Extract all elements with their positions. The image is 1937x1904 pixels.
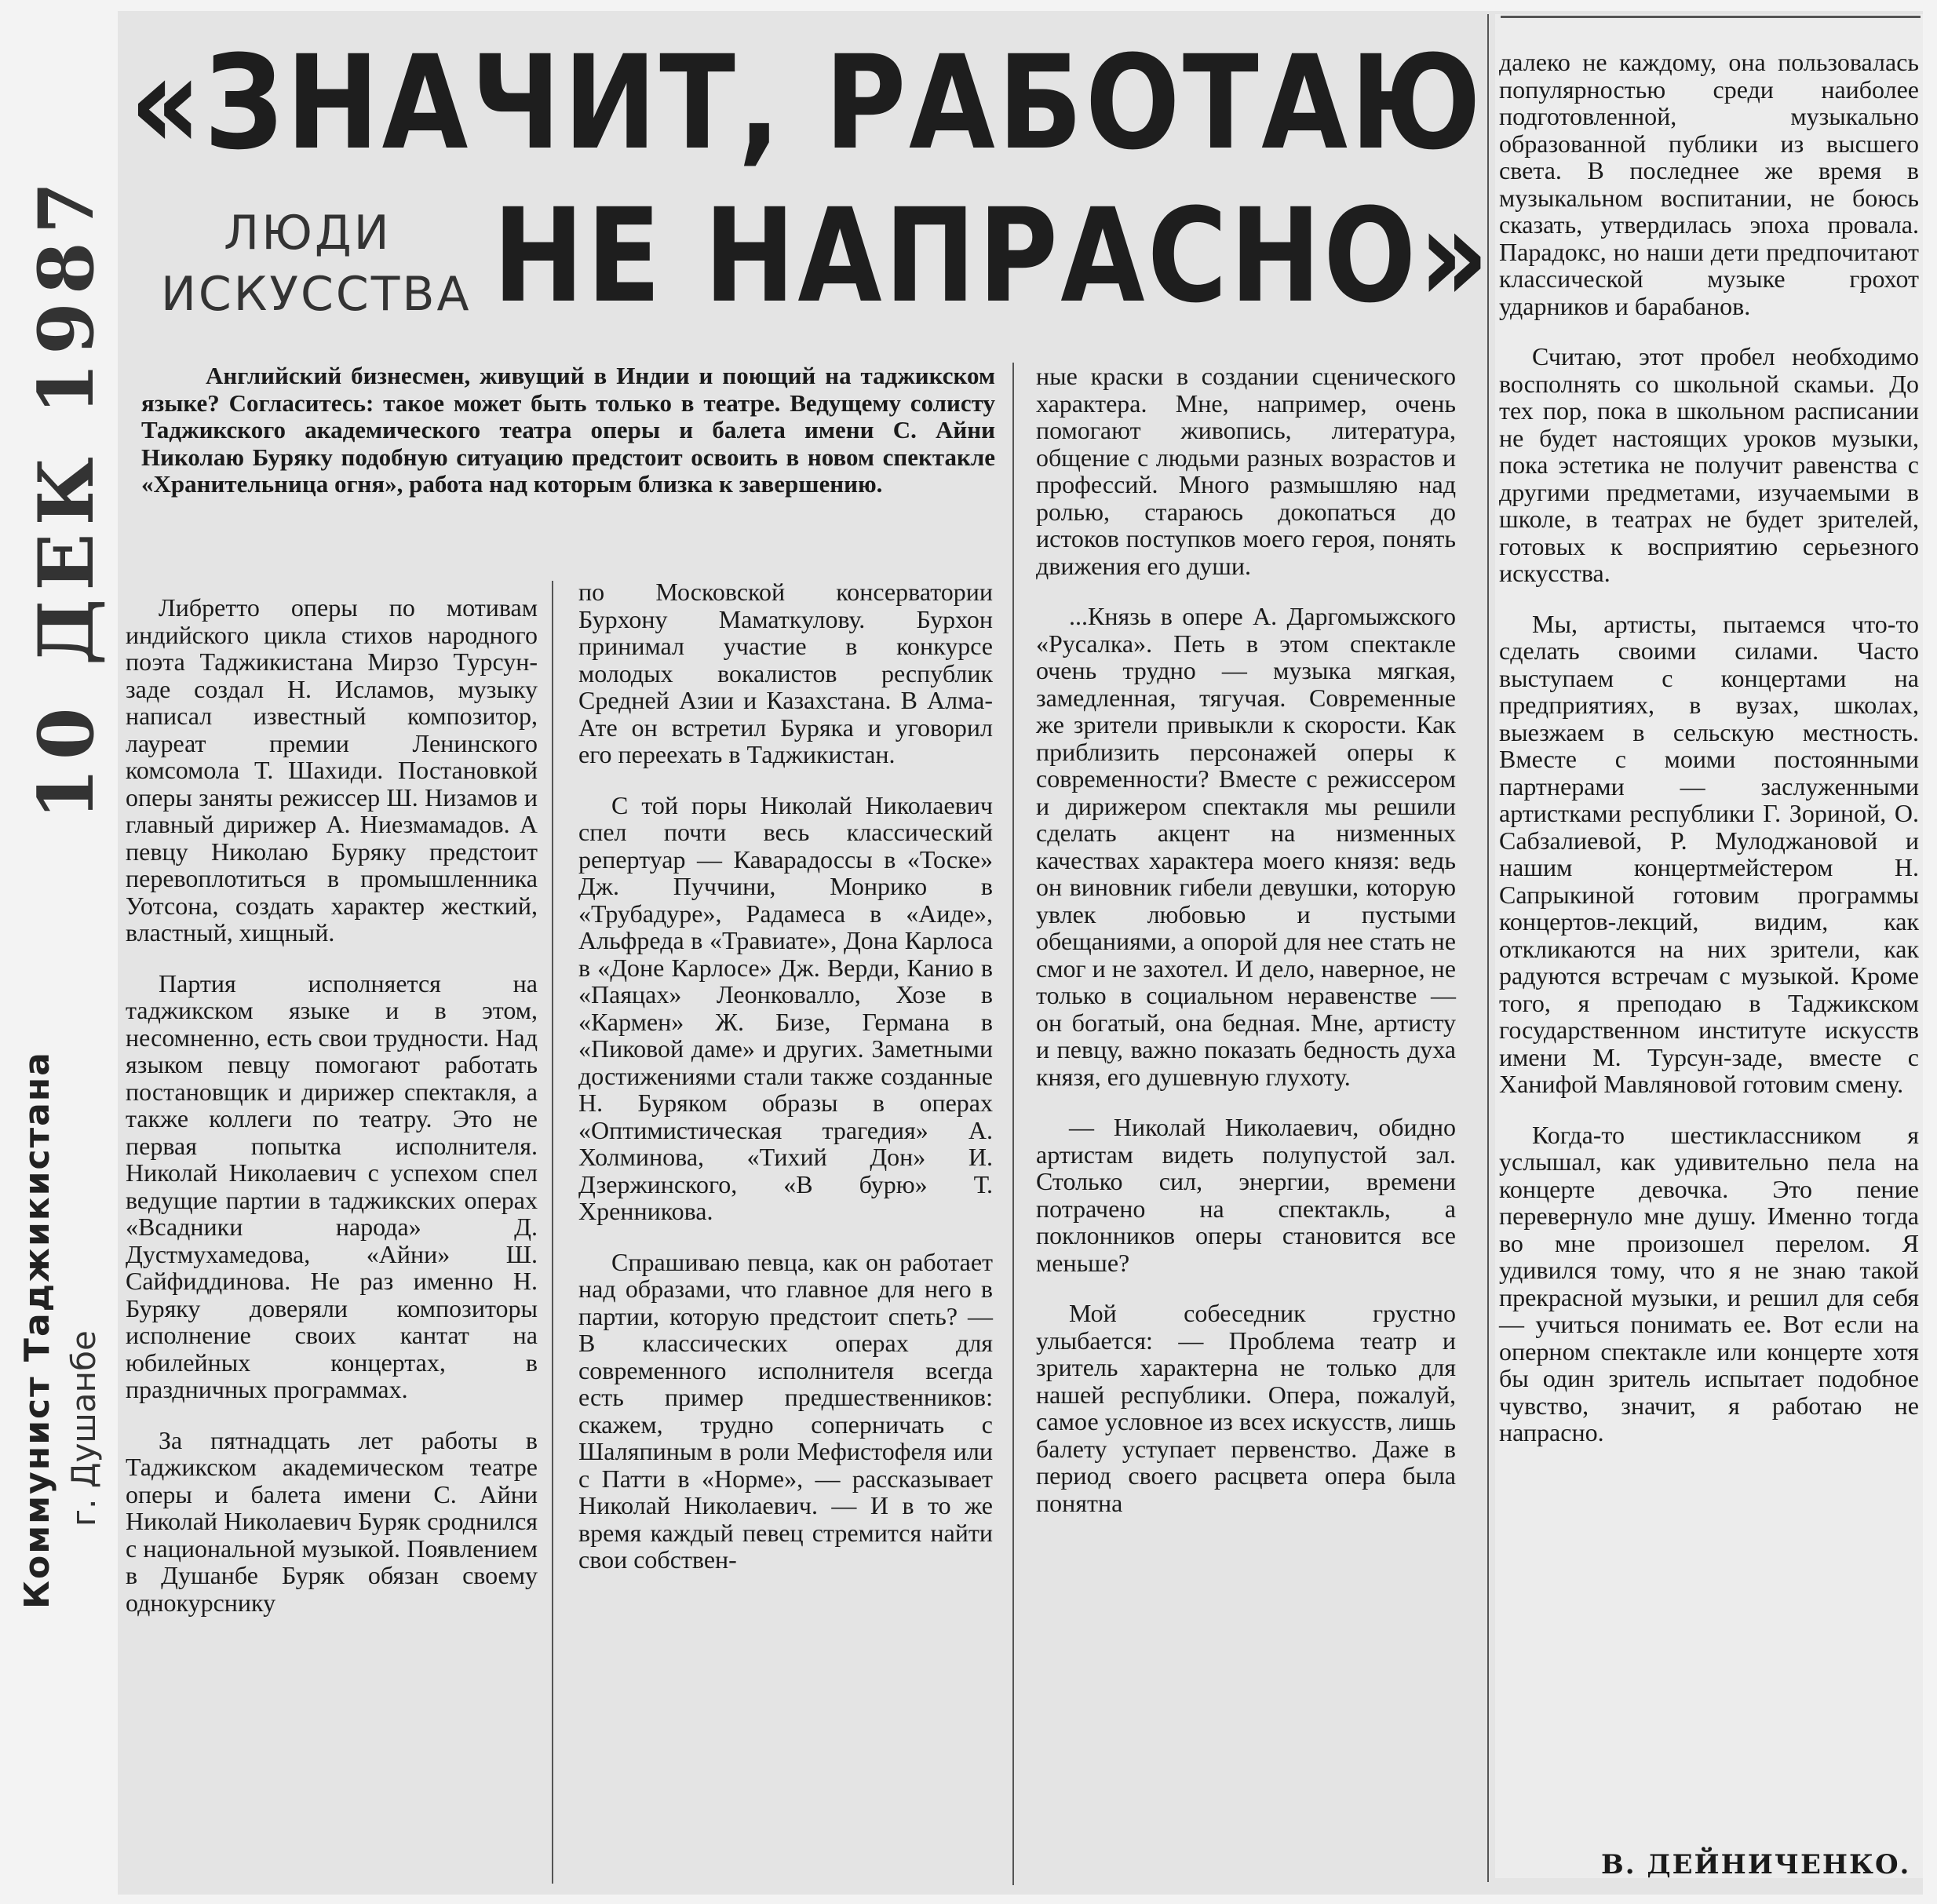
- paragraph: Мой собеседник грустно улыбается: — Проблема театр и зритель характерна не только для нашей республики. Опера, пожалуй, самое условное из всех искусств, лишь балету уступает первенство. Даже в период своего расцвета опера была понятна: [1036, 1299, 1456, 1517]
- paragraph: Считаю, этот пробел необходимо восполнять со школьной скамьи. До тех пор, пока в школьном расписании не будет настоящих уроков музыки, пока эстетика не получит равенства с другими предметами, изучаемыми в школе, в театрах не будет зрителей, готовых к восприятию серьезного искусства.: [1499, 342, 1919, 587]
- paragraph: Либретто оперы по мотивам индийского цикла стихов народного поэта Таджикистана Мирзо Турсун-заде создал Н. Исламов, музыку написал известный композитор, лауреат премии Ленинского комсомола Т. Шахиди. Постановкой оперы заняты режиссер Ш. Низамов и главный дирижер А. Ниезмамадов. А певцу Николаю Буряку предстоит перевоплотиться в промышленника Уотсона, создать характер жесткий, властный, хищный.: [126, 593, 538, 947]
- paragraph: Мы, артисты, пытаемся что-то сделать своими силами. Часто выступаем с концертами на предприятиях, в вузах, школах, выезжаем в сельскую местность. Вместе с моими постоянными партнерами — заслуженными артистками республики Г. Зориной, О. Сабзалиевой, Р. Мулоджановой и нашим концертмейстером Н. Сапрыкиной готовим программы концертов-лекций, видим, как откликаются на них зрители, как радуются встречам с музыкой. Кроме того, я преподаю в Таджикском государственном институте искусств имени М. Турсун-заде, вместе с Ханифой Мавляновой готовим смену.: [1499, 609, 1919, 1098]
- article-column-3: [1036, 363, 1456, 1540]
- paragraph: — Николай Николаевич, обидно артистам видеть полупустой зал. Столько сил, энергии, времени потрачено на спектакль, а поклонников оперы становится все меньше?: [1036, 1113, 1456, 1277]
- paragraph: по Московской консерватории Бурхону Маматкулову. Бурхон принимал участие в конкурсе молодых вокалистов республик Средней Азии и Казахстана. В Алма-Ате он встретил Буряка и уговорил его переехать в Таджикистан.: [578, 578, 993, 768]
- newspaper-name-stamp: Коммунист Таджикистана: [17, 1051, 57, 1609]
- paragraph: С той поры Николай Николаевич спел почти весь классический репертуар — Каварадоссы в «Тоске» Дж. Пуччини, Монрико в «Трубадуре», Радамеса в «Аиде», Альфреда в «Травиате», Дона Карлоса в «Доне Карлосе» Дж. Верди, Канио в «Паяцах» Леонковалло, Хозе в «Кармен» Ж. Бизе, Германа в «Пиковой даме» и других. Заметными достижениями стали также созданные Н. Буряком образы в операх «Оптимистическая трагедия» А. Холминова, «Тихий Дон» И. Дзержинского, «В бурю» Т. Хренникова.: [578, 790, 993, 1225]
- paragraph: далеко не каждому, она пользовалась популярностью среди наиболее подготовленной, музыкально образованной публики из высшего света. В последнее же время в музыкальном воспитании, не боюсь сказать, утвердилась эпоха провала. Парадокс, но наши дети предпочитают классической музыке грохот ударников и барабанов.: [1499, 48, 1919, 320]
- headline-line2: НЕ НАПРАСНО»: [493, 181, 1492, 331]
- article-column-4: [1499, 49, 1919, 1470]
- paragraph: Спрашиваю певца, как он работает над образами, что главное для него в партии, которую предстоит спеть? — В классических операх для современного исполнителя всегда есть пример предшественников: скажем, трудно соперничать с Шаляпиным в роли Мефистофеля или с Патти в «Норме», — рассказывает Николай Николаевич. — И в то же время каждый певец стремится найти свои собствен-: [578, 1247, 993, 1574]
- rubric-line2: ИСКУССТВА: [161, 267, 472, 322]
- paragraph: За пятнадцать лет работы в Таджикском академическом театре оперы и балета имени С. Айни Николай Николаевич Буряк сроднился с национальной музыкой. Появлением в Душанбе Буряк обязан своему однокурснику: [126, 1425, 538, 1617]
- article-column-2: [578, 578, 993, 1597]
- headline-line1: «ЗНАЧИТ, РАБОТАЮ: [129, 27, 1484, 178]
- paragraph: Партия исполняется на таджикском языке и в этом, несомненно, есть свои трудности. Над языком певцу помогают работать постановщик и дирижер спектакля, а также коллеги по театру. Это не первая попытка исполнителя. Николай Николаевич с успехом спел ведущие партии в таджикских операх «Всадники народа» Д. Дустмухамедова, «Айни» Ш. Сайфиддинова. Не раз именно Н. Буряку доверяли композиторы исполнение своих кантат на юбилейных концертах, в праздничных программах.: [126, 968, 538, 1403]
- article-column-1: [126, 594, 538, 1640]
- column-divider: [552, 581, 553, 1884]
- rubric-line1: ЛЮДИ: [224, 206, 392, 261]
- lead-paragraph: Английский бизнесмен, живущий в Индии и поющий на таджикском языке? Согласитесь: такое может быть только в театре. Ведущему солисту Таджикского академического театра оперы и балета имени С. Айни Николаю Буряку подобную ситуацию предстоит освоить в новом спектакле «Хранительница огня», работа над которым близка к завершению.: [141, 362, 995, 498]
- author-byline: В. ДЕЙНИЧЕНКО.: [1601, 1849, 1911, 1880]
- paragraph: Когда-то шестиклассником я услышал, как удивительно пела на концерте девочка. Это пение перевернуло мне душу. Именно тогда во мне произошел перелом. Я удивился тому, что я не знаю такой прекрасной музыки, и решил для себя — учиться понимать ее. Вот если на оперном спектакле или концерте хотя бы один зритель испытает подобное чувство, значит, я работаю не напрасно.: [1499, 1120, 1919, 1446]
- paragraph: ...Князь в опере А. Даргомыжского «Русалка». Петь в этом спектакле очень трудно — музыка мягкая, замедленная, тягучая. Современные же зрители привыкли к скорости. Как приблизить персонажей оперы к современности? Вместе с режиссером и дирижером спектакля мы решили сделать акцент на низменных качествах характера моего князя: ведь он виновник гибели девушки, которую увлек любовью и пустыми обещаниями, а опорой для нее стать не смог и не захотел. И дело, наверное, не только в социальном неравенстве — он богатый, она бедная. Мне, артисту и певцу, важно показать бедность духа князя, его душевную глухоту.: [1036, 602, 1456, 1091]
- paragraph: ные краски в создании сценического характера. Мне, например, очень помогают живопись, литература, общение с людьми разных возрастов и профессий. Много размышляю над ролью, стараюсь докопаться до истоков поступков моего героя, понять движения его души.: [1036, 362, 1456, 580]
- top-rule: [1501, 16, 1921, 18]
- newspaper-city-stamp: г. Душанбе: [64, 1330, 103, 1526]
- column-divider: [1012, 363, 1014, 1885]
- date-stamp: 10 ДЕК 1987: [22, 173, 111, 820]
